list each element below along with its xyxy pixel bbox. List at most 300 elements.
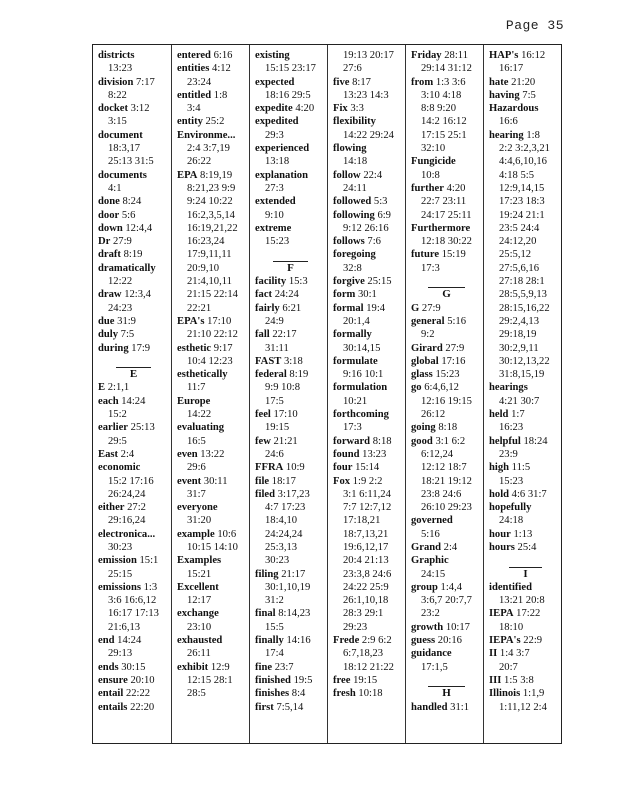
index-entry	[333, 76, 404, 89]
index-entry	[333, 248, 404, 261]
index-entry	[255, 115, 326, 128]
page-line-reference: 17:23 18:3	[499, 196, 545, 208]
page-line-reference: 12:9	[208, 661, 230, 673]
page-line-reference: 9:16 10:1	[343, 369, 384, 381]
index-entry	[333, 142, 404, 155]
page-line-reference: 10:15 14:10	[187, 541, 238, 553]
index-headword: during	[98, 342, 129, 354]
index-headword: expedited	[255, 116, 299, 128]
page-line-reference: 23:5 24:4	[499, 222, 540, 234]
page-line-reference: 31:8,15,19	[499, 369, 545, 381]
index-headword: good	[411, 435, 433, 447]
section-letter-heading: F	[255, 248, 326, 275]
index-entry	[489, 461, 562, 474]
index-headword: follow	[333, 169, 361, 181]
index-entry	[98, 76, 169, 89]
page-line-reference: 3:3	[347, 103, 364, 115]
page-line-reference: 15:21	[187, 568, 212, 580]
index-entry	[98, 209, 169, 222]
page-line-reference: 4:20	[443, 182, 466, 194]
index-entry	[489, 634, 562, 647]
page-line-reference: 22:7 23:11	[421, 196, 467, 208]
page-line-reference: 23:7	[272, 661, 294, 673]
index-headword: earlier	[98, 422, 128, 434]
index-headword: electronica...	[98, 528, 156, 540]
page-line-reference: 7:6	[364, 236, 381, 248]
index-entry	[411, 302, 482, 315]
page-line-reference: 15:19	[439, 249, 466, 261]
index-headword: districts	[98, 50, 135, 61]
index-entry	[98, 262, 169, 275]
index-headword: four	[333, 462, 353, 474]
index-entry	[411, 355, 482, 368]
index-entry	[255, 76, 326, 89]
page-line-reference: 28:5,5,9,13	[499, 289, 547, 301]
page-line-reference: 8:18	[370, 435, 392, 447]
index-headword: down	[98, 222, 123, 234]
page-line-reference: 30:23	[265, 555, 290, 567]
page-line-reference: 3:15	[108, 116, 127, 128]
page-line-reference: 1:3 3:6	[433, 76, 466, 88]
index-entry	[333, 302, 404, 315]
page-line-reference: 8:19,19	[197, 169, 233, 181]
index-headword: exhibit	[177, 661, 209, 673]
page-line-reference: 16:12	[518, 50, 546, 61]
index-headword: first	[255, 701, 274, 713]
index-headword: East	[98, 448, 119, 460]
page-line-reference: 15:15 23:17	[265, 63, 316, 75]
page-line-reference: 14:24	[114, 635, 142, 647]
page-line-reference: 10:4 12:23	[187, 355, 233, 367]
page-line-reference: 21:17	[278, 568, 306, 580]
page-line-reference: 7:5,14	[273, 701, 304, 713]
section-letter-heading: I	[489, 554, 562, 581]
page-line-reference: 27:2	[124, 502, 146, 514]
page-line-reference: 20:10	[127, 674, 155, 686]
page-line-reference: 13:21 20:8	[499, 595, 545, 607]
page-line-reference: 4:18 5:5	[499, 169, 535, 181]
index-column-1	[93, 45, 171, 743]
page-line-reference: 17:3	[421, 262, 440, 274]
index-entry	[98, 315, 169, 328]
index-headword: formal	[333, 302, 364, 314]
page-line-reference: 29:18,19	[499, 329, 537, 341]
index-headword: draw	[98, 289, 122, 301]
page-line-reference: 1:7	[508, 409, 525, 421]
index-headword: followed	[333, 196, 372, 208]
index-headword: governed	[411, 515, 453, 527]
section-letter-heading: E	[98, 355, 169, 382]
index-headword: entities	[177, 63, 210, 75]
page-line-reference: 24:9	[265, 315, 284, 327]
index-headword: EPA	[177, 169, 198, 181]
index-entry	[411, 621, 482, 634]
page-line-reference: 29:23	[343, 621, 368, 633]
page-line-reference: 3:4	[187, 103, 201, 115]
index-headword: FAST	[255, 355, 282, 367]
index-entry	[255, 142, 326, 155]
page-line-reference: 7:5	[118, 329, 135, 341]
page-line-reference: 4:12	[209, 63, 231, 75]
page-line-reference: 6:12,24	[421, 448, 454, 460]
page-line-reference: 12:9,14,15	[499, 182, 545, 194]
page-line-reference: 30:1,10,19	[265, 581, 311, 593]
page-line-reference: 10:18	[355, 688, 383, 700]
index-entry	[411, 155, 482, 168]
page-line-reference: 26:1,10,18	[343, 595, 389, 607]
page-line-reference: 15:23	[499, 475, 524, 487]
index-headword: facility	[255, 276, 287, 288]
index-entry	[98, 448, 169, 461]
index-entry	[489, 408, 562, 421]
index-headword: global	[411, 355, 439, 367]
page-line-reference: 7:7 12:7,12	[343, 502, 392, 514]
page-line-reference: 31:9	[114, 315, 136, 327]
index-headword: even	[177, 448, 198, 460]
page-line-reference: 30:14,15	[343, 342, 381, 354]
index-entry	[177, 581, 248, 594]
index-entry	[411, 315, 482, 328]
page-line-reference: 25:4	[514, 541, 537, 553]
page-line-reference: 25:15	[364, 276, 392, 288]
index-entry	[411, 581, 482, 594]
index-entry	[177, 475, 248, 488]
index-headword: Fungicide	[411, 156, 456, 168]
page-line-reference: 31:1	[447, 701, 469, 713]
page-line-reference: 17:1,5	[421, 661, 448, 673]
page-line-reference: 14:2 16:12	[421, 116, 467, 128]
page-line-reference: 18:24	[520, 435, 548, 447]
index-entry	[411, 222, 482, 235]
index-entry	[255, 701, 326, 714]
page-line-reference: 18:10	[499, 621, 524, 633]
index-entry	[255, 222, 326, 235]
page-line-reference: 9:10	[265, 209, 284, 221]
index-headword: II	[489, 648, 498, 660]
index-entry	[255, 302, 326, 315]
index-entry	[333, 169, 404, 182]
page-line-reference: 3:18	[281, 355, 303, 367]
index-headword: emission	[98, 555, 137, 567]
page-line-reference: 20:16	[435, 635, 462, 647]
page-line-reference: 20:9,10	[187, 262, 220, 274]
index-entry	[98, 195, 169, 208]
page-line-reference: 32:10	[421, 143, 446, 155]
index-entry	[177, 315, 248, 328]
page-line-reference: 15:2	[108, 409, 127, 421]
index-headword: finally	[255, 635, 284, 647]
index-entry	[98, 528, 169, 541]
index-entry	[333, 448, 404, 461]
page-line-reference: 13:23 14:3	[343, 89, 389, 101]
page-line-reference: 19:24 21:1	[499, 209, 545, 221]
index-entry	[255, 607, 326, 620]
page-line-reference: 23:2	[421, 608, 440, 620]
page-line-reference: 32:8	[343, 262, 362, 274]
index-headword: door	[98, 209, 120, 221]
index-entry	[98, 342, 169, 355]
page-line-reference: 24:17 25:11	[421, 209, 472, 221]
page-line-reference: 30:12,13,22	[499, 355, 550, 367]
index-headword: found	[333, 448, 360, 460]
page-line-reference: 7:17	[133, 76, 155, 88]
index-headword: Girard	[411, 342, 443, 354]
page-line-reference: 20:1,4	[343, 315, 370, 327]
index-entry	[255, 288, 326, 301]
page-line-reference: 26:24,24	[108, 488, 146, 500]
index-headword: G	[411, 302, 420, 314]
index-entry	[489, 49, 562, 62]
page-line-reference: 21:4,10,11	[187, 276, 232, 288]
index-headword: formally	[333, 329, 372, 341]
page-line-reference: 16:5	[187, 435, 206, 447]
page-line-reference: 11:5	[509, 462, 531, 474]
index-entry	[255, 408, 326, 421]
index-entry	[255, 461, 326, 474]
index-entry	[177, 342, 248, 355]
page-line-reference: 13:23	[359, 448, 387, 460]
index-entry	[255, 328, 326, 341]
index-headword: Excellent	[177, 581, 219, 593]
page-line-reference: 21:15 22:14	[187, 289, 238, 301]
page-line-reference: 15:3	[286, 276, 308, 288]
page-line-reference: 17:22	[513, 608, 541, 620]
index-headword: Hazardous	[489, 103, 539, 115]
index-headword: further	[411, 182, 444, 194]
page-line-reference: 25:13 31:5	[108, 156, 154, 168]
index-entry	[255, 355, 326, 368]
index-headword: go	[411, 382, 422, 394]
page-line-reference: 8:21,23 9:9	[187, 182, 236, 194]
page-line-reference: 14:22 29:24	[343, 129, 394, 141]
page-line-reference: 12:16 19:15	[421, 395, 472, 407]
index-entry	[333, 195, 404, 208]
index-headword: free	[333, 674, 351, 686]
index-entry	[177, 115, 248, 128]
page-line-reference: 26:22	[187, 156, 212, 168]
index-entry	[411, 368, 482, 381]
index-headword: IEPA	[489, 608, 514, 620]
page-line-reference: 17:9	[128, 342, 151, 354]
index-entry	[177, 49, 248, 62]
index-entry	[489, 129, 562, 142]
index-headword: EPA's	[177, 315, 205, 327]
page-line-reference: 2:4	[118, 448, 135, 460]
page-line-reference: 10:8	[421, 169, 440, 181]
page-line-reference: 2:2 3:2,3,21	[499, 143, 550, 155]
page-line-reference: 18:17	[269, 475, 296, 487]
page-line-reference: 22:22	[123, 688, 151, 700]
page-line-reference: 12:3,4	[121, 289, 151, 301]
page-line-reference: 4:20	[292, 103, 315, 115]
index-column-6	[483, 45, 564, 743]
page-line-reference: 1:1,9	[520, 688, 545, 700]
page-line-reference: 25:15	[108, 568, 133, 580]
page-line-reference: 22:21	[187, 302, 212, 314]
index-entry	[177, 169, 248, 182]
index-headword: document	[98, 129, 143, 141]
index-entry	[489, 674, 562, 687]
index-headword: explanation	[255, 169, 308, 181]
index-entry	[489, 89, 562, 102]
index-headword: flowing	[333, 143, 367, 155]
page-line-reference: 25:2	[202, 116, 225, 128]
page-line-reference: 9:2	[421, 329, 435, 341]
page-line-reference: 6:21	[279, 302, 302, 314]
index-headword: entitled	[177, 89, 212, 101]
index-entry	[411, 554, 482, 567]
index-headword: formulate	[333, 355, 378, 367]
index-entry	[411, 514, 482, 527]
page-line-reference: 26:11	[187, 648, 211, 660]
index-entry	[333, 209, 404, 222]
page-line-reference: 15:5	[265, 621, 284, 633]
index-headword: Environme...	[177, 129, 236, 141]
index-entry	[411, 701, 482, 714]
index-entry	[411, 76, 482, 89]
index-headword: end	[98, 635, 115, 647]
index-entry	[177, 368, 248, 381]
index-entry	[489, 528, 562, 541]
page-line-reference: 4:7 17:23	[265, 502, 306, 514]
page-line-reference: 31:11	[265, 342, 289, 354]
index-column-3	[249, 45, 328, 743]
page-line-reference: 18:4,10	[265, 515, 298, 527]
page-line-reference: 4:1	[108, 182, 122, 194]
index-entry	[333, 235, 404, 248]
page-line-reference: 30:2,9,11	[499, 342, 539, 354]
page-line-reference: 26:12	[421, 409, 446, 421]
page-line-reference: 3:12	[128, 103, 150, 115]
page-line-reference: 3:6,7 20:7,7	[421, 595, 472, 607]
index-headword: Graphic	[411, 555, 449, 567]
page-line-reference: 2:4 3:7,19	[187, 143, 230, 155]
index-entry	[489, 581, 562, 594]
index-headword: entails	[98, 701, 128, 713]
index-entry	[98, 634, 169, 647]
page-line-reference: 6:4,6,12	[421, 382, 459, 394]
index-headword: hopefully	[489, 502, 532, 514]
page-line-reference: 1:8	[523, 129, 540, 141]
page-line-reference: 28:11	[441, 50, 468, 61]
index-entry	[177, 634, 248, 647]
page-line-reference: 29:3	[265, 129, 284, 141]
index-entry	[255, 195, 326, 208]
page-line-reference: 6:9	[374, 209, 391, 221]
page-line-reference: 29:5	[108, 435, 127, 447]
page-line-reference: 2:1,1	[105, 382, 130, 394]
page-line-reference: 13:18	[265, 156, 290, 168]
page-line-reference: 23:9	[499, 448, 518, 460]
page-line-reference: 27:6	[343, 63, 362, 75]
page-line-reference: 18:21 19:12	[421, 475, 472, 487]
index-headword: either	[98, 502, 125, 514]
index-column-5	[405, 45, 484, 743]
index-entry	[255, 674, 326, 687]
index-entry	[489, 381, 562, 394]
page-line-reference: 14:24	[118, 395, 146, 407]
page-line-reference: 15:23	[432, 369, 460, 381]
page-line-reference: 12:22	[108, 276, 133, 288]
index-entry	[333, 381, 404, 394]
page-line-reference: 23:3,8 24:6	[343, 568, 392, 580]
page-line-reference: 3:6 16:6,12	[108, 595, 157, 607]
index-entry	[177, 448, 248, 461]
index-headword: exchange	[177, 608, 219, 620]
page-line-reference: 24:22 25:9	[343, 581, 389, 593]
index-entry	[411, 435, 482, 448]
index-headword: Fox	[333, 475, 351, 487]
page-line-reference: 28:15,16,22	[499, 302, 550, 314]
page-line-reference: 1:11,12 2:4	[499, 701, 547, 713]
index-headword: E	[98, 382, 106, 394]
index-headword: due	[98, 315, 115, 327]
page-line-reference: 29:13	[108, 648, 133, 660]
index-headword: Frede	[333, 635, 360, 647]
index-entry	[255, 49, 326, 62]
page-line-reference: 16:17	[499, 63, 524, 75]
index-headword: exhausted	[177, 635, 223, 647]
index-entry	[177, 421, 248, 434]
page-line-reference: 21:6,13	[108, 621, 141, 633]
index-headword: formulation	[333, 382, 388, 394]
page-line-reference: 17:5	[265, 395, 284, 407]
page-line-reference: 29:2,4,13	[499, 315, 540, 327]
index-entry	[177, 89, 248, 102]
index-entry	[255, 102, 326, 115]
index-entry	[411, 49, 482, 62]
page-line-reference: 23:8 24:6	[421, 488, 462, 500]
page-line-reference: 1:5 3:8	[501, 674, 534, 686]
index-headword: entity	[177, 116, 203, 128]
index-entry	[489, 687, 562, 700]
index-entry	[411, 342, 482, 355]
page-line-reference: 10:6	[214, 528, 237, 540]
index-headword: hate	[489, 76, 509, 88]
index-entry	[489, 435, 562, 448]
index-headword: III	[489, 674, 502, 686]
page-line-reference: 12:17	[187, 595, 212, 607]
index-entry	[98, 129, 169, 142]
index-entry	[489, 488, 562, 501]
page-line-reference: 29:6	[187, 462, 206, 474]
page-line-reference: 17:3	[343, 422, 362, 434]
index-headword: forgive	[333, 276, 365, 288]
index-entry	[255, 368, 326, 381]
index-headword: esthetically	[177, 369, 228, 381]
index-entry	[333, 328, 404, 341]
page-line-reference: 27:18 28:1	[499, 276, 545, 288]
page-line-reference: 25:5,12	[499, 249, 532, 261]
page-line-reference: 5:16	[421, 528, 440, 540]
index-entry	[411, 634, 482, 647]
page-line-reference: 8:8 9:20	[421, 103, 457, 115]
index-entry	[98, 49, 169, 62]
index-headword: forward	[333, 435, 371, 447]
page-line-reference: 3:17,23	[275, 488, 310, 500]
index-entry	[98, 581, 169, 594]
page-line-reference: 24:12,20	[499, 236, 537, 248]
index-headword: documents	[98, 169, 147, 181]
index-headword: duly	[98, 329, 119, 341]
index-headword: ensure	[98, 674, 128, 686]
index-headword: esthetic	[177, 342, 212, 354]
index-headword: experienced	[255, 143, 310, 155]
page-line-reference: 6:7,18,23	[343, 648, 384, 660]
page-line-reference: 30:1	[355, 289, 377, 301]
page-line-reference: 24:11	[343, 182, 367, 194]
page-line-reference: 13:22	[197, 448, 225, 460]
